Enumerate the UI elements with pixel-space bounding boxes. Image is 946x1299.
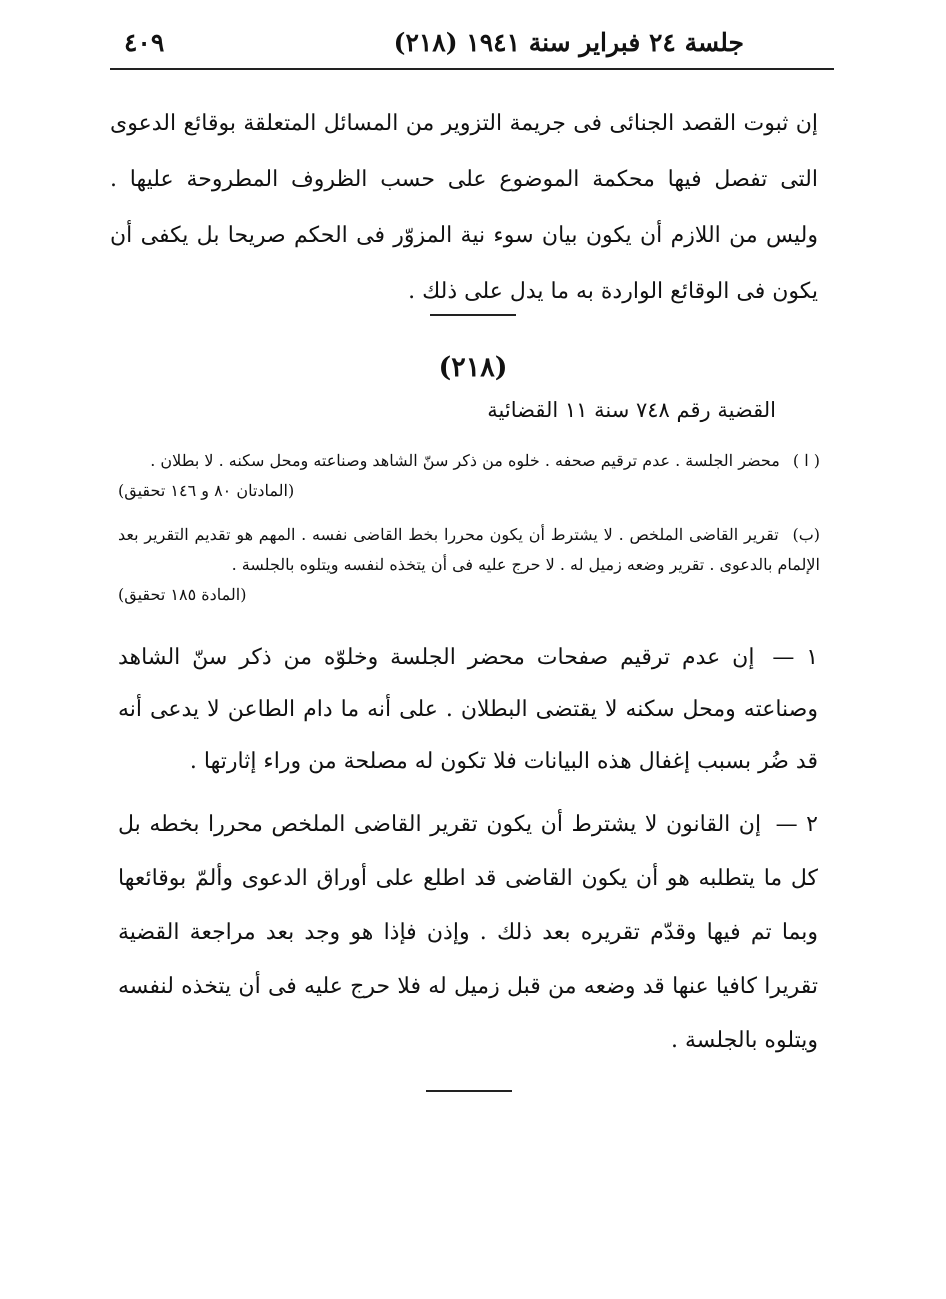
summary-marker: ( ا ) — [792, 451, 820, 470]
holding-1 — [118, 632, 818, 788]
header-title: جلسة ٢٤ فبراير سنة ١٩٤١ (٢١٨) — [393, 28, 744, 57]
summary-b — [118, 520, 820, 610]
summary-a — [118, 446, 820, 506]
running-header — [110, 22, 834, 66]
holding-text: إن عدم ترقيم صفحات محضر الجلسة وخلوّه من ذكر سنّ الشاهد وصناعته ومحل سكنه لا يقتضى البطلان . على أنه ما دام الطاعن لا يدعى أنه قد ضُر بسبب إغفال هذه البيانات فلا تكون له مصلحة من وراء إثارتها . — [118, 645, 818, 774]
header-rule — [110, 68, 834, 70]
summary-article: (المادتان ٨٠ و ١٤٦ تحقيق) — [118, 481, 295, 500]
holding-text: إن القانون لا يشترط أن يكون تقرير القاضى الملخص محررا بخطه بل كل ما يتطلبه هو أن يكون القاضى قد اطلع على أوراق الدعوى وألمّ بوقائعها وبما تم فيها وقدّم تقريره بعد ذلك . وإذن فإذا هو وجد بعد مراجعة القضية تقريرا كافيا عنها قد وضعه من قبل زميل له فلا حرج عليه فى أن يتخذه لنفسه ويتلوه بالجلسة . — [118, 812, 818, 1053]
intro-paragraph: إن ثبوت القصد الجنائى فى جريمة التزوير من المسائل المتعلقة بوقائع الدعوى التى تفصل فيها محكمة الموضوع على حسب الظروف المطروحة عليها . وليس من اللازم أن يكون بيان سوء نية المزوّر فى الحكم صريحا بل يكفى أن يكون فى الوقائع الواردة به ما يدل على ذلك . — [110, 111, 818, 304]
case-number: (٢١٨) — [438, 352, 508, 383]
holding-2 — [118, 798, 818, 1068]
summary-text: تقرير القاضى الملخص . لا يشترط أن يكون محررا بخط القاضى نفسه . المهم هو تقديم التقرير بعد الإلمام بالدعوى . تقرير وضعه زميل له . لا حرج عليه فى أن يتخذه لنفسه ويتلوه بالجلسة . — [118, 525, 820, 574]
section-separator — [426, 1090, 512, 1092]
holding-number: ١ — — [772, 645, 819, 670]
summary-article: (المادة ١٨٥ تحقيق) — [118, 585, 247, 604]
summary-marker: (ب) — [792, 525, 820, 544]
case-reference: القضية رقم ٧٤٨ سنة ١١ القضائية — [487, 398, 776, 422]
page-number: ٤٠٩ — [124, 28, 165, 57]
section-separator — [430, 314, 516, 316]
holding-number: ٢ — — [775, 812, 818, 837]
summary-text: محضر الجلسة . عدم ترقيم صحفه . خلوه من ذكر سنّ الشاهد وصناعته ومحل سكنه . لا بطلان . — [150, 451, 780, 470]
